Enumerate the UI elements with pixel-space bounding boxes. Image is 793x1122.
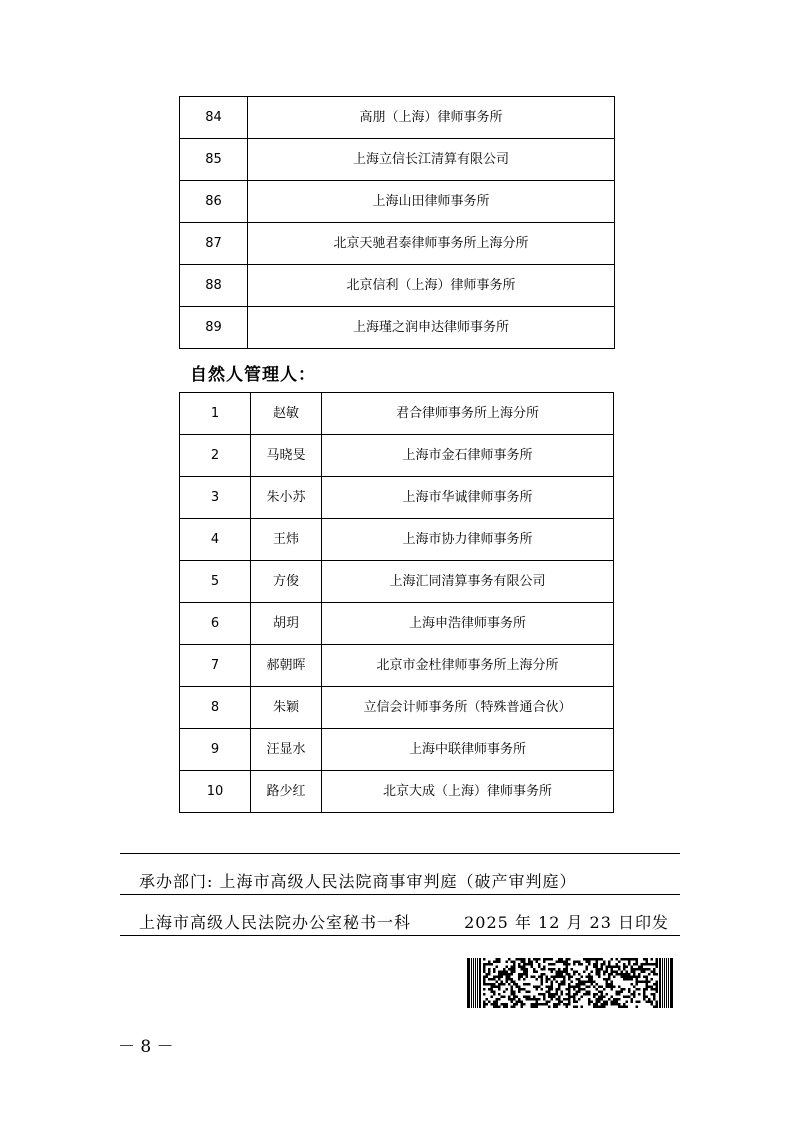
table-row bbox=[180, 97, 615, 139]
organization: 北京大成（上海）律师事务所 bbox=[322, 771, 614, 813]
organization: 君合律师事务所上海分所 bbox=[322, 393, 614, 435]
table-row bbox=[180, 645, 614, 687]
table-row bbox=[180, 307, 615, 349]
firm-name: 北京信利（上海）律师事务所 bbox=[248, 265, 615, 307]
organization: 北京市金杜律师事务所上海分所 bbox=[322, 645, 614, 687]
organization: 立信会计师事务所（特殊普通合伙） bbox=[322, 687, 614, 729]
table-row bbox=[180, 603, 614, 645]
person-name: 朱颖 bbox=[251, 687, 322, 729]
person-name: 朱小苏 bbox=[251, 477, 322, 519]
firm-name: 北京天驰君泰律师事务所上海分所 bbox=[248, 223, 615, 265]
issuer-office: 上海市高级人民法院办公室秘书一科 bbox=[139, 913, 412, 932]
table-row bbox=[180, 181, 615, 223]
row-number: 1 bbox=[180, 393, 251, 435]
row-number: 7 bbox=[180, 645, 251, 687]
row-number: 6 bbox=[180, 603, 251, 645]
firm-name: 高朋（上海）律师事务所 bbox=[248, 97, 615, 139]
person-name: 方俊 bbox=[251, 561, 322, 603]
table-row bbox=[180, 265, 615, 307]
row-number: 87 bbox=[180, 223, 248, 265]
row-number: 9 bbox=[180, 729, 251, 771]
section-title-natural-persons: 自然人管理人： bbox=[190, 365, 316, 385]
table-row bbox=[180, 393, 614, 435]
organization: 上海市协力律师事务所 bbox=[322, 519, 614, 561]
organization: 上海汇同清算事务有限公司 bbox=[322, 561, 614, 603]
organization: 上海申浩律师事务所 bbox=[322, 603, 614, 645]
footer-divider-top bbox=[120, 853, 680, 854]
issue-date: 2025 年 12 月 23 日印发 bbox=[464, 913, 669, 932]
row-number: 88 bbox=[180, 265, 248, 307]
table-row bbox=[180, 687, 614, 729]
organization: 上海中联律师事务所 bbox=[322, 729, 614, 771]
row-number: 84 bbox=[180, 97, 248, 139]
person-name: 汪显水 bbox=[251, 729, 322, 771]
row-number: 8 bbox=[180, 687, 251, 729]
page-number: － 8 － bbox=[118, 1037, 174, 1057]
person-name: 路少红 bbox=[251, 771, 322, 813]
table-row bbox=[180, 561, 614, 603]
person-name: 胡玥 bbox=[251, 603, 322, 645]
footer-divider-bottom bbox=[120, 935, 680, 936]
table-row bbox=[180, 435, 614, 477]
table-row bbox=[180, 519, 614, 561]
organization: 上海市金石律师事务所 bbox=[322, 435, 614, 477]
pdf417-barcode-icon bbox=[467, 958, 673, 1008]
row-number: 5 bbox=[180, 561, 251, 603]
person-name: 赵敏 bbox=[251, 393, 322, 435]
row-number: 10 bbox=[180, 771, 251, 813]
issue-line bbox=[139, 910, 669, 933]
row-number: 3 bbox=[180, 477, 251, 519]
firm-name: 上海山田律师事务所 bbox=[248, 181, 615, 223]
firm-administrators-table bbox=[179, 96, 615, 349]
row-number: 2 bbox=[180, 435, 251, 477]
table-row bbox=[180, 729, 614, 771]
organization: 上海市华诚律师事务所 bbox=[322, 477, 614, 519]
table-row bbox=[180, 223, 615, 265]
row-number: 85 bbox=[180, 139, 248, 181]
row-number: 4 bbox=[180, 519, 251, 561]
row-number: 86 bbox=[180, 181, 248, 223]
footer-divider-middle bbox=[120, 894, 680, 895]
handling-department: 承办部门: 上海市高级人民法院商事审判庭（破产审判庭） bbox=[139, 872, 577, 891]
firm-name: 上海立信长江清算有限公司 bbox=[248, 139, 615, 181]
firm-name: 上海瑾之润申达律师事务所 bbox=[248, 307, 615, 349]
table-row bbox=[180, 139, 615, 181]
person-name: 马晓旻 bbox=[251, 435, 322, 477]
person-name: 王炜 bbox=[251, 519, 322, 561]
natural-person-administrators-table bbox=[179, 392, 614, 813]
row-number: 89 bbox=[180, 307, 248, 349]
table-row bbox=[180, 771, 614, 813]
table-row bbox=[180, 477, 614, 519]
person-name: 郝朝晖 bbox=[251, 645, 322, 687]
